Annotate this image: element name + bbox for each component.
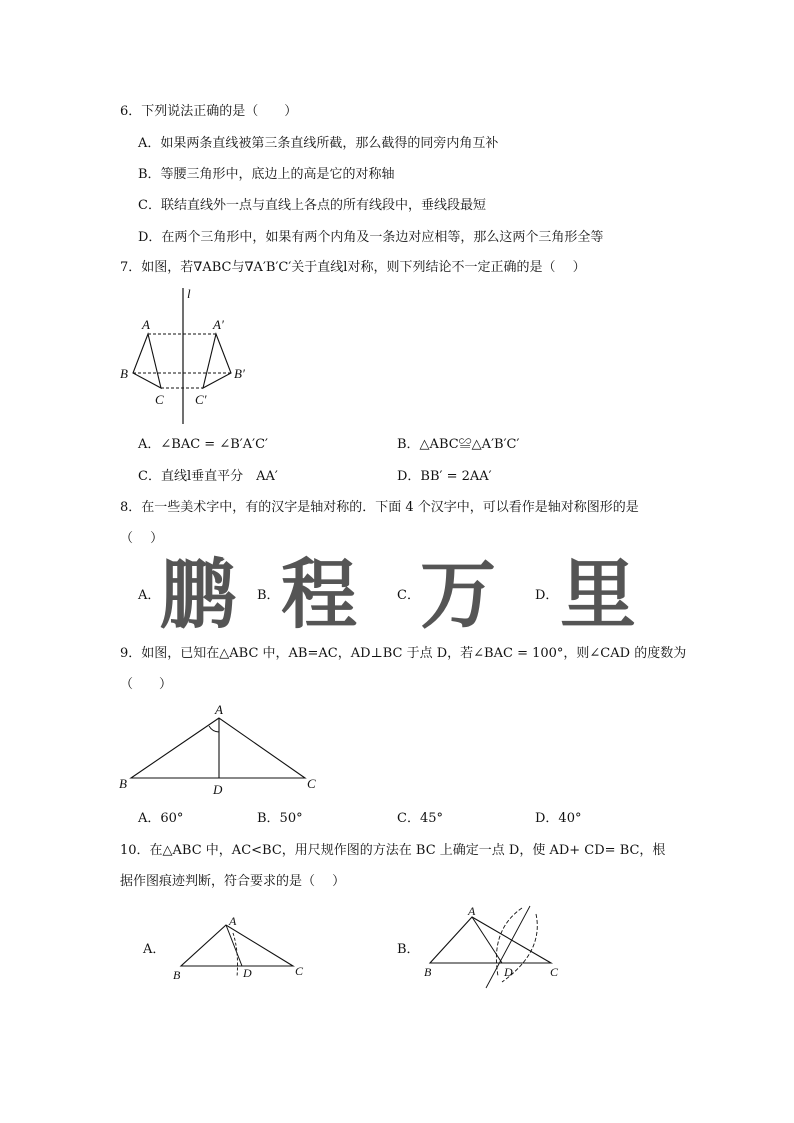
q7-stem: 7．如图，若∇ABC与∇A′B′C′关于直线l对称，则下列结论不一定正确的是（ ） <box>120 260 586 275</box>
q10-option-a-label: A． <box>143 942 166 957</box>
q9-option-b: B．50° <box>257 811 303 826</box>
q10-a-label-a: A <box>229 914 237 928</box>
q10-b-label-b: B <box>424 965 432 979</box>
q10-option-b-label: B． <box>397 942 420 957</box>
q8-option-d-char: 里 <box>560 550 636 639</box>
q10-a-label-c: C <box>295 964 304 978</box>
q8-paren: （ ） <box>120 531 164 546</box>
q6-option-d: D．在两个三角形中，如果有两个内角及一条边对应相等，那么这两个三角形全等 <box>138 230 604 245</box>
q8-option-b-char: 程 <box>281 550 357 639</box>
q9-paren: （ ） <box>120 677 173 692</box>
q7-option-c: C．直线l垂直平分 AA′ <box>138 469 278 484</box>
q9-label-c: C <box>307 776 316 791</box>
q8-option-c-char: 万 <box>420 550 496 639</box>
q10-b-label-a: A <box>468 904 476 918</box>
q9-figure <box>115 702 325 802</box>
q10-a-label-b: B <box>173 968 181 982</box>
q7-label-c: C <box>155 392 164 407</box>
q7-figure <box>115 282 265 427</box>
q10-b-label-d: D <box>504 965 513 979</box>
q9-label-d: D <box>213 782 223 797</box>
q6-option-a: A．如果两条直线被第三条直线所截，那么截得的同旁内角互补 <box>138 136 499 151</box>
q9-stem: 9．如图，已知在△ABC 中，AB=AC，AD⊥BC 于点 D，若∠BAC = 100°，则∠CAD 的度数为 <box>120 646 687 661</box>
q7-label-b-prime: B′ <box>234 366 245 381</box>
q7-label-c-prime: C′ <box>195 392 207 407</box>
q8-option-a-label: A． <box>138 588 161 603</box>
q10-option-b-figure <box>418 900 568 992</box>
q7-option-d: D．BB′ = 2AA′ <box>397 469 492 484</box>
q7-option-a: A．∠BAC = ∠B′A′C′ <box>138 437 268 452</box>
q7-label-a: A <box>142 317 150 332</box>
q9-option-c: C．45° <box>397 811 443 826</box>
q8-option-c-label: C． <box>397 588 420 603</box>
q6-option-b: B．等腰三角形中，底边上的高是它的对称轴 <box>138 167 395 182</box>
q10-option-a-figure <box>165 913 315 985</box>
q7-option-b: B．△ABC≌△A′B′C′ <box>397 437 520 452</box>
q9-label-a: A <box>215 702 223 717</box>
q6-option-c: C．联结直线外一点与直线上各点的所有线段中，垂线段最短 <box>138 198 486 213</box>
q10-a-label-d: D <box>243 966 252 980</box>
q8-stem: 8．在一些美术字中，有的汉字是轴对称的．下面 4 个汉字中，可以看作是轴对称图形的是 <box>120 500 639 515</box>
q7-label-b: B <box>120 366 128 381</box>
q6-stem: 6．下列说法正确的是（ ） <box>120 104 298 119</box>
q7-label-a-prime: A′ <box>213 317 224 332</box>
q7-label-l: l <box>187 286 191 301</box>
q8-option-b-label: B． <box>257 588 280 603</box>
q9-option-d: D．40° <box>535 811 582 826</box>
q8-option-a-char: 鹏 <box>160 550 236 639</box>
q10-b-label-c: C <box>550 965 559 979</box>
q10-stem-2: 据作图痕迹判断，符合要求的是（ ） <box>120 874 346 889</box>
q9-label-b: B <box>119 776 127 791</box>
q9-option-a: A．60° <box>138 811 184 826</box>
q10-stem: 10．在△ABC 中，AC<BC，用尺规作图的方法在 BC 上确定一点 D，使 AD+ CD= BC，根 <box>120 843 666 858</box>
q8-option-d-label: D． <box>535 588 559 603</box>
